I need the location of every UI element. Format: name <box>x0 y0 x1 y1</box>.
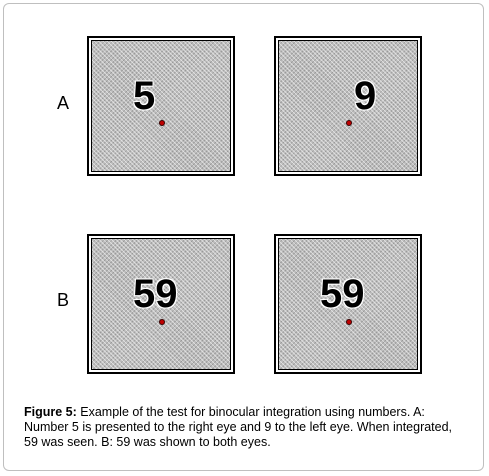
stimulus-digits: 59 <box>133 272 178 316</box>
fixation-dot <box>159 120 165 126</box>
panel-texture <box>278 40 418 172</box>
fixation-dot <box>346 120 352 126</box>
panel-a-left <box>87 36 235 176</box>
stimulus-digits: 5 <box>133 74 156 118</box>
stimulus-digits: 59 <box>320 272 365 316</box>
caption-title: Figure 5: <box>24 405 77 419</box>
fixation-dot <box>346 319 352 325</box>
panel-texture <box>91 40 231 172</box>
panel-b-right <box>274 234 422 374</box>
row-label-b: B <box>57 290 70 310</box>
panel-b-left <box>87 234 235 374</box>
caption-text: Example of the test for binocular integration using numbers. A: Number 5 is presented to the right eye and 9 to the left eye. When integrated, 59 was seen. B: 59 was shown to both eyes. <box>24 405 453 449</box>
panel-a-right <box>274 36 422 176</box>
row-label-a: A <box>57 93 70 113</box>
stimulus-digits: 9 <box>354 74 377 118</box>
figure-caption <box>24 405 468 450</box>
fixation-dot <box>159 319 165 325</box>
